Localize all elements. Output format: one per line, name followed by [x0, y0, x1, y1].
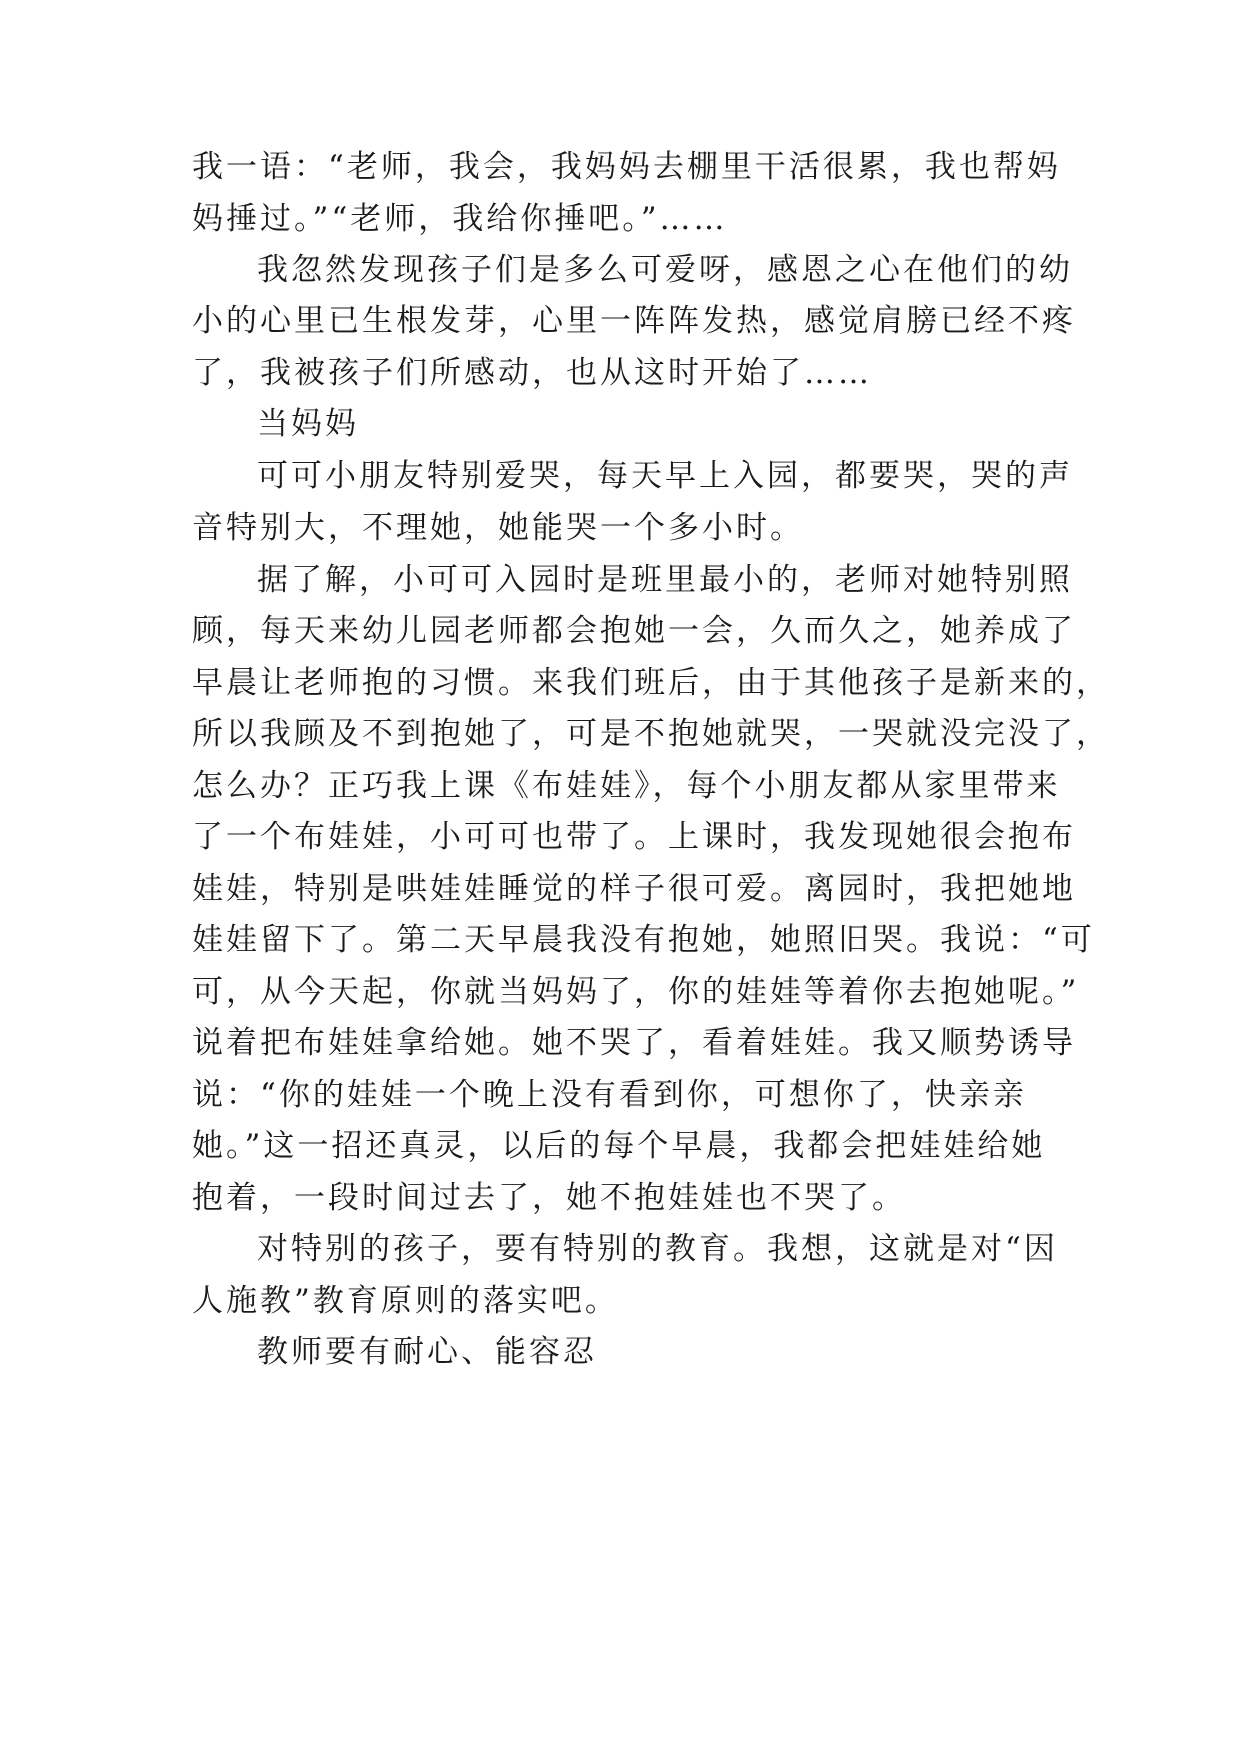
text-line: 说着把布娃娃拿给她。她不哭了，看着娃娃。我又顺势诱导	[192, 1025, 1076, 1061]
section-heading: 当妈妈	[257, 406, 359, 442]
text-line: 顾，每天来幼儿园老师都会抱她一会，久而久之，她养成了	[192, 613, 1076, 649]
text-line: 娃娃留下了。第二天早晨我没有抱她，她照旧哭。我说：“可	[192, 922, 1095, 958]
text-line: 她。”这一招还真灵，以后的每个早晨，我都会把娃娃给她	[192, 1128, 1046, 1164]
text-line: 抱着，一段时间过去了，她不抱娃娃也不哭了。	[192, 1180, 906, 1216]
section-heading: 教师要有耐心、能容忍	[257, 1334, 597, 1370]
text-line: 早晨让老师抱的习惯。来我们班后，由于其他孩子是新来的，	[192, 665, 1110, 701]
text-line: 我一语：“老师，我会，我妈妈去棚里干活很累，我也帮妈	[192, 149, 1061, 185]
text-line: 妈捶过。”“老师，我给你捶吧。”……	[192, 201, 728, 237]
paragraph-first-line: 对特别的孩子，要有特别的教育。我想，这就是对“因	[257, 1231, 1058, 1267]
text-line: 了，我被孩子们所感动，也从这时开始了……	[192, 355, 872, 391]
text-line: 可，从今天起，你就当妈妈了，你的娃娃等着你去抱她呢。”	[192, 974, 1080, 1010]
paragraph-first-line: 我忽然发现孩子们是多么可爱呀，感恩之心在他们的幼	[257, 252, 1073, 288]
text-line: 所以我顾及不到抱她了，可是不抱她就哭，一哭就没完没了，	[192, 716, 1110, 752]
paragraph-first-line: 据了解，小可可入园时是班里最小的，老师对她特别照	[257, 562, 1073, 598]
text-line: 小的心里已生根发芽，心里一阵阵发热，感觉肩膀已经不疼	[192, 303, 1076, 339]
text-line: 音特别大，不理她，她能哭一个多小时。	[192, 510, 804, 546]
text-line: 怎么办？正巧我上课《布娃娃》，每个小朋友都从家里带来	[192, 768, 1061, 804]
text-line: 了一个布娃娃，小可可也带了。上课时，我发现她很会抱布	[192, 819, 1076, 855]
text-line: 娃娃，特别是哄娃娃睡觉的样子很可爱。离园时，我把她地	[192, 871, 1076, 907]
text-line: 人施教”教育原则的落实吧。	[192, 1283, 619, 1319]
text-line: 说：“你的娃娃一个晚上没有看到你，可想你了，快亲亲	[192, 1077, 1027, 1113]
paragraph-first-line: 可可小朋友特别爱哭，每天早上入园，都要哭，哭的声	[257, 458, 1073, 494]
